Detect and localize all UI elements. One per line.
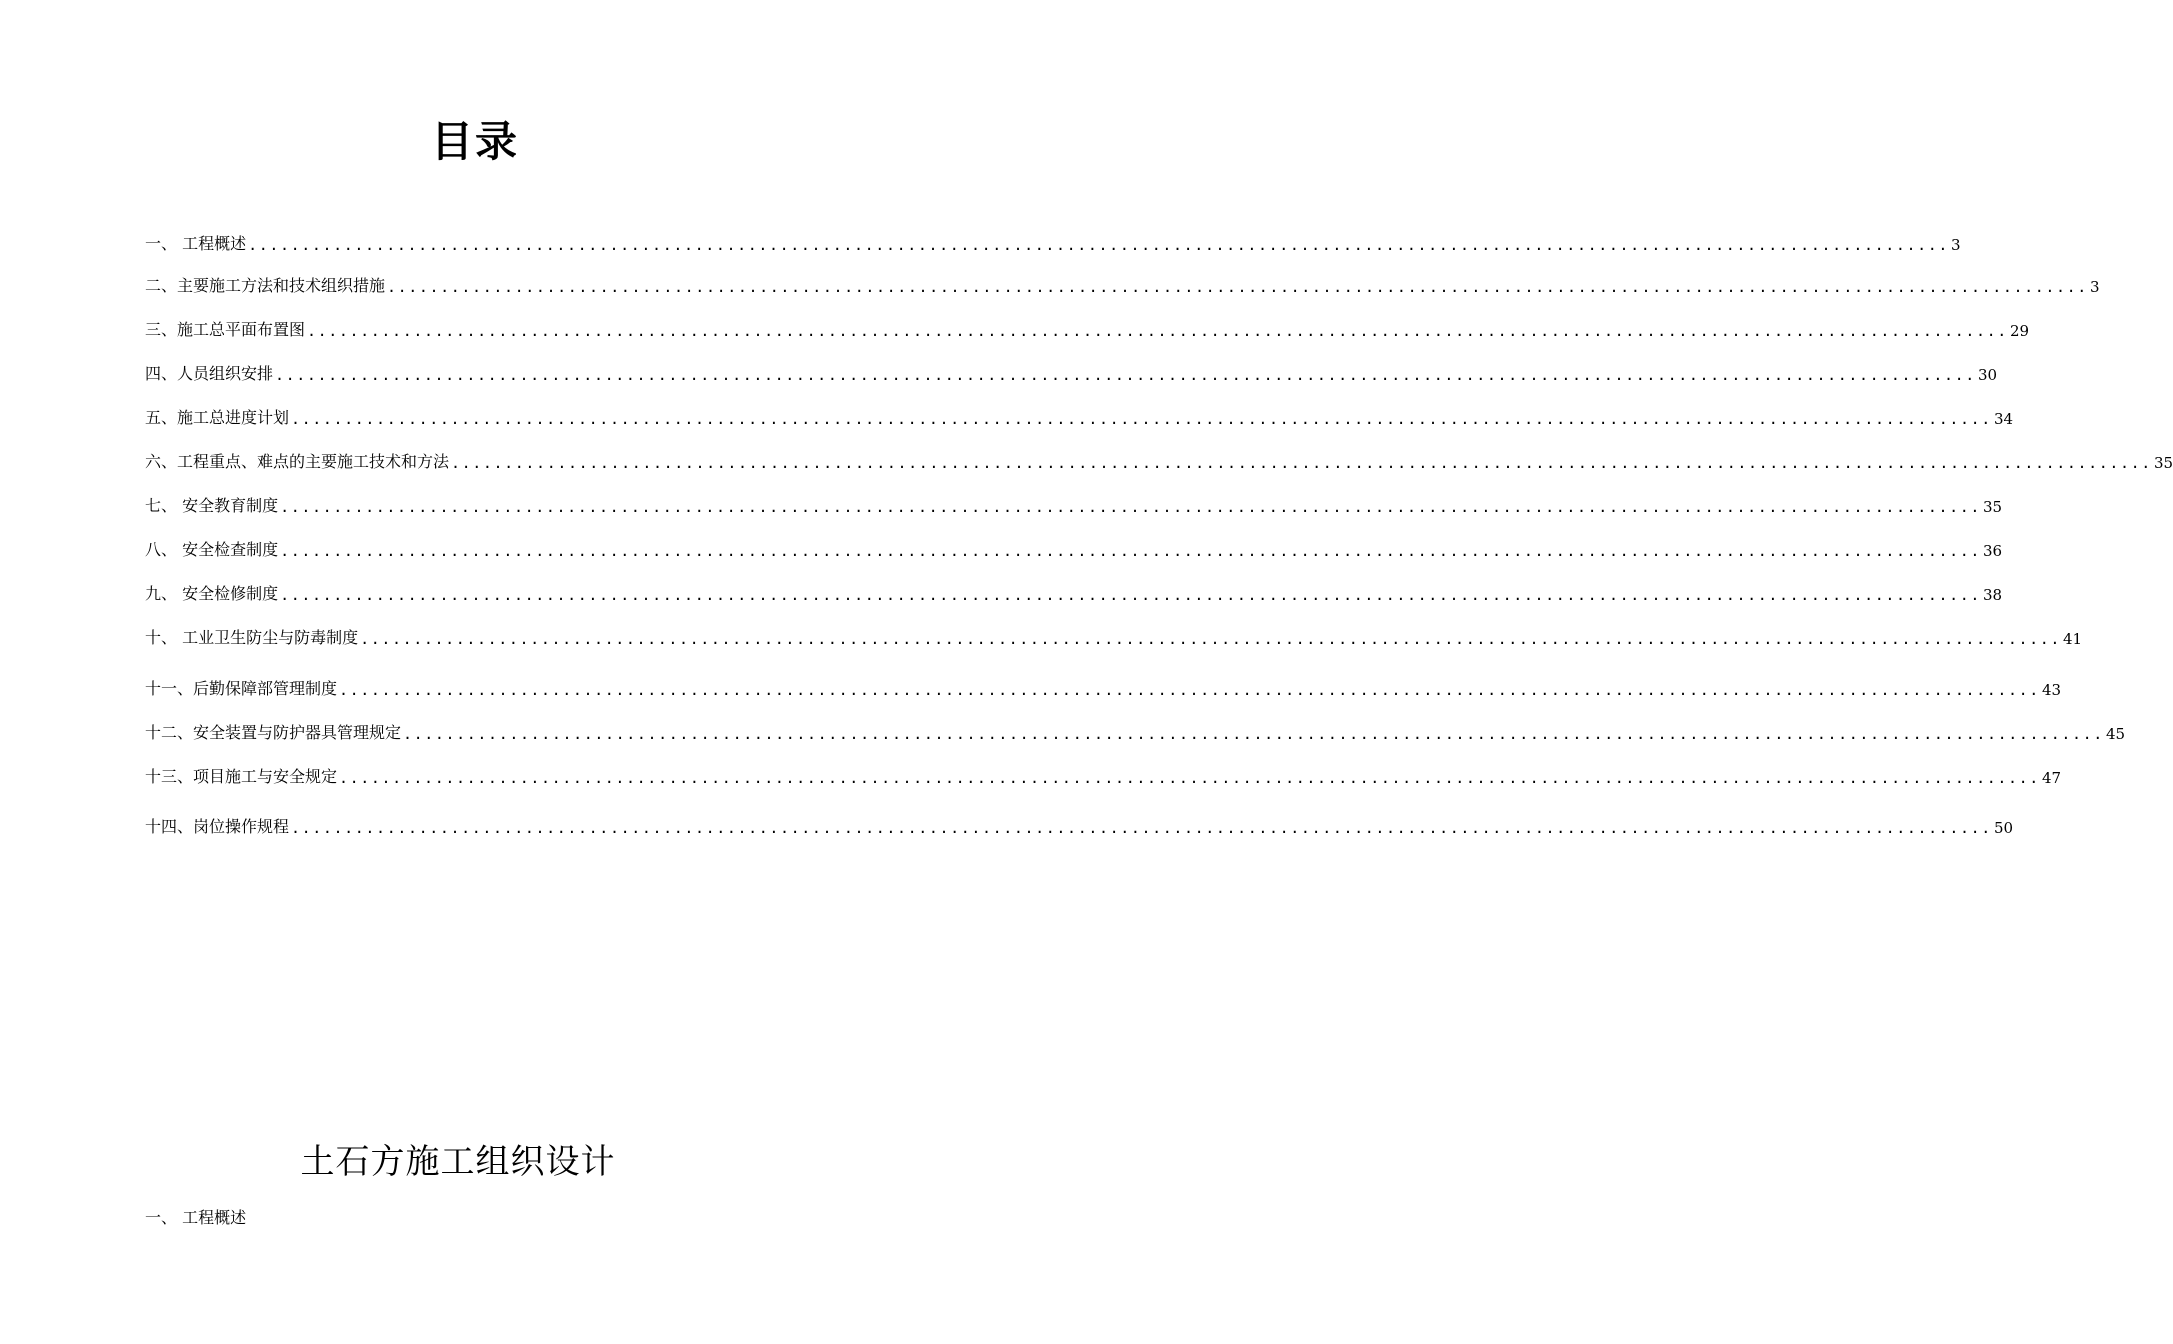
toc-entry[interactable] xyxy=(145,812,2014,838)
toc-dot-leader: ................................................................................................................................................................ xyxy=(275,366,1976,384)
toc-dot-leader: ................................................................................................................................................................ xyxy=(248,236,1950,254)
toc-entry[interactable] xyxy=(145,491,2003,517)
toc-entry-label: 九、 安全检修制度 xyxy=(145,584,279,603)
toc-entry[interactable] xyxy=(145,315,2030,341)
toc-dot-leader: ................................................................................................................................................................ xyxy=(280,542,1982,560)
toc-dot-leader: ................................................................................................................................................................ xyxy=(280,498,1982,516)
toc-entry[interactable] xyxy=(145,403,2014,429)
toc-dot-leader: ................................................................................................................................................................ xyxy=(451,454,2152,472)
toc-entry-page: 35 xyxy=(1983,498,2003,516)
toc-entry[interactable] xyxy=(145,447,2173,473)
toc-entry-label: 八、 安全检查制度 xyxy=(145,540,279,559)
toc-entry-label: 一、 工程概述 xyxy=(145,234,247,253)
toc-entry-page: 30 xyxy=(1977,366,1998,384)
toc-entry-label: 二、主要施工方法和技术组织措施 xyxy=(145,276,386,295)
toc-entry-page: 3 xyxy=(1951,236,1961,254)
toc-entry-label: 十三、项目施工与安全规定 xyxy=(145,767,338,786)
toc-entry[interactable] xyxy=(145,271,2100,297)
toc-dot-leader: ................................................................................................................................................................ xyxy=(291,819,1992,837)
toc-entry[interactable] xyxy=(145,674,2062,700)
toc-entry-label: 六、工程重点、难点的主要施工技术和方法 xyxy=(145,452,450,471)
toc-entry[interactable] xyxy=(145,359,1998,385)
toc-entry[interactable] xyxy=(145,535,2003,561)
toc-dot-leader: ................................................................................................................................................................ xyxy=(280,586,1982,604)
toc-title: 目录 xyxy=(430,117,519,166)
toc-entry[interactable] xyxy=(145,579,2003,605)
toc-entry-label: 十、 工业卫生防尘与防毒制度 xyxy=(145,628,359,647)
toc-dot-leader: ................................................................................................................................................................ xyxy=(291,410,1992,428)
document-title: 土石方施工组织设计 xyxy=(300,1142,616,1182)
toc-entry-label: 五、施工总进度计划 xyxy=(145,408,290,427)
toc-entry-page: 35 xyxy=(2153,454,2173,472)
toc-entry[interactable] xyxy=(145,718,2126,744)
toc-entry-page: 38 xyxy=(1983,586,2003,604)
toc-entry-page: 45 xyxy=(2105,725,2126,743)
toc-entry-label: 十一、后勤保障部管理制度 xyxy=(145,679,338,698)
toc-entry[interactable] xyxy=(145,623,2083,649)
toc-dot-leader: ................................................................................................................................................................ xyxy=(360,630,2062,648)
toc-dot-leader: ................................................................................................................................................................ xyxy=(403,725,2104,743)
toc-entry-page: 47 xyxy=(2041,769,2062,787)
toc-entry-label: 十四、岗位操作规程 xyxy=(145,817,290,836)
toc-entry-page: 41 xyxy=(2063,630,2083,648)
toc-entry-page: 34 xyxy=(1993,410,2014,428)
toc-entry[interactable] xyxy=(145,762,2062,788)
toc-entry-label: 七、 安全教育制度 xyxy=(145,496,279,515)
toc-entry-label: 十二、安全装置与防护器具管理规定 xyxy=(145,723,402,742)
toc-entry-page: 36 xyxy=(1983,542,2003,560)
toc-entry-label: 四、人员组织安排 xyxy=(145,364,274,383)
toc-entry-page: 3 xyxy=(2089,278,2100,296)
toc-dot-leader: ................................................................................................................................................................ xyxy=(307,322,2008,340)
toc-dot-leader: ................................................................................................................................................................ xyxy=(339,769,2040,787)
toc-entry-label: 三、施工总平面布置图 xyxy=(145,320,306,339)
toc-entry[interactable] xyxy=(145,229,1961,255)
section-heading: 一、 工程概述 xyxy=(145,1208,247,1227)
toc-dot-leader: ................................................................................................................................................................ xyxy=(339,681,2040,699)
toc-entry-page: 50 xyxy=(1993,819,2014,837)
toc-entry-page: 43 xyxy=(2041,681,2062,699)
toc-dot-leader: ................................................................................................................................................................ xyxy=(387,278,2088,296)
toc-entry-page: 29 xyxy=(2009,322,2030,340)
